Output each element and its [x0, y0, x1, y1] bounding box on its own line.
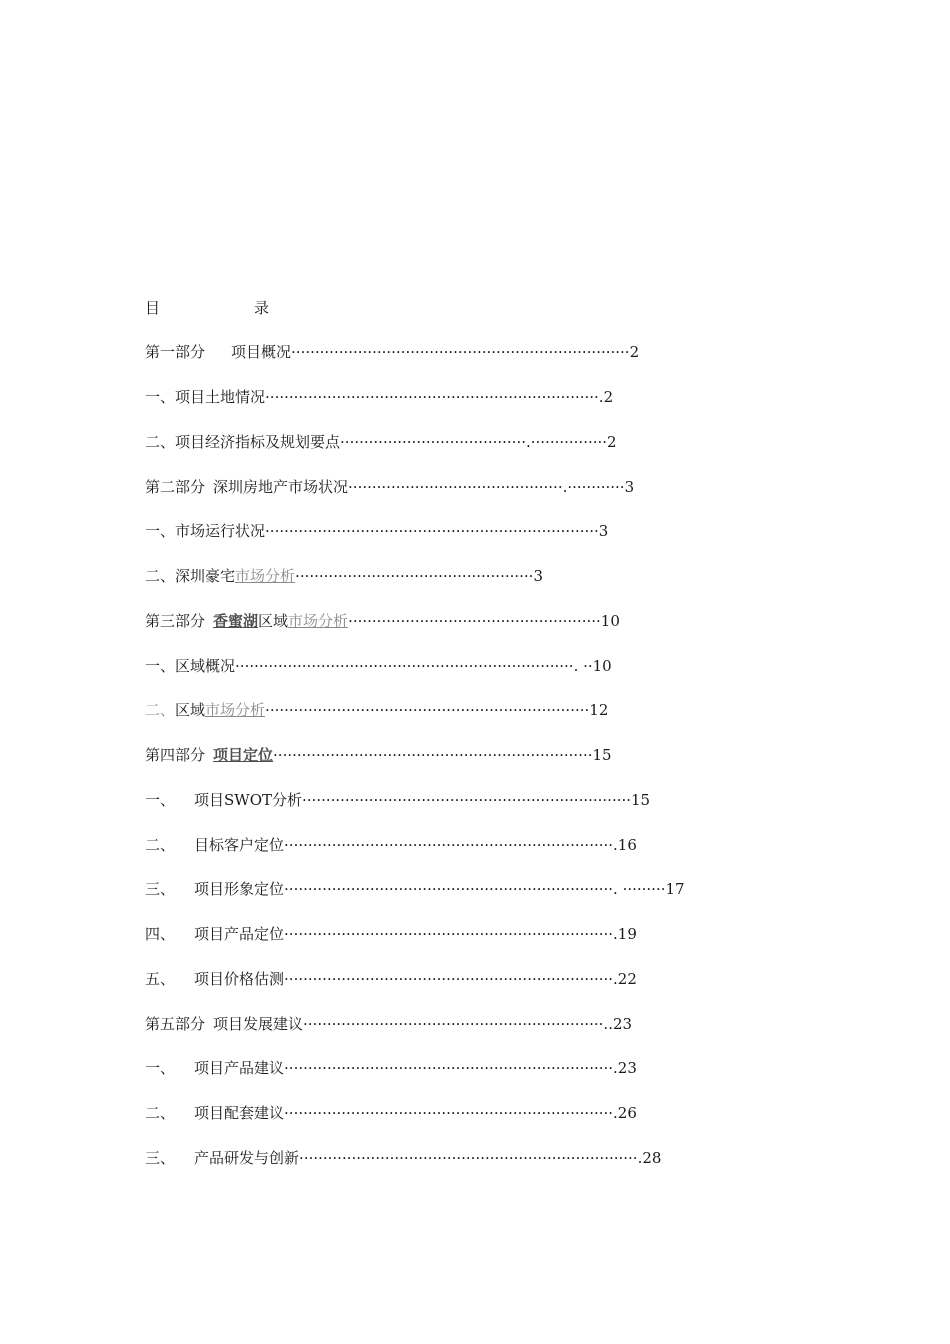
toc-entry-prefix: 五、 [145, 970, 176, 988]
toc-entry-prefix: 四、 [145, 925, 176, 943]
toc-entry-leader: ·····································································. [284, 836, 618, 854]
toc-entry[interactable] [145, 877, 685, 901]
toc-entry-leader: ·····································································. [284, 970, 618, 988]
toc-entry-link-bold[interactable]: 项目定位 [213, 746, 274, 764]
toc-entry-leader: ····································································· [302, 791, 632, 809]
toc-entry-prefix: 二、 [145, 701, 176, 719]
toc-entry-page: 15 [592, 746, 612, 764]
toc-entry-page: 2 [607, 433, 617, 451]
toc-entry[interactable] [145, 385, 613, 409]
toc-entry-leader: ·······································································. [299, 1149, 643, 1167]
toc-entry-title: 项目价格估测 [194, 970, 285, 988]
toc-entry[interactable] [145, 743, 612, 767]
toc-entry[interactable] [145, 967, 637, 991]
toc-entry-title: 项目产品定位 [194, 925, 285, 943]
toc-entry-page: 3 [598, 522, 609, 540]
toc-entry[interactable] [145, 564, 543, 588]
toc-entry[interactable] [145, 1056, 637, 1080]
toc-entry[interactable] [145, 340, 639, 364]
toc-entry-link[interactable]: 市场分析 [288, 612, 349, 630]
toc-entry-page: 23 [612, 1015, 633, 1033]
toc-entry[interactable] [145, 1012, 632, 1036]
toc-entry-link-bold[interactable]: 香蜜湖 [213, 612, 259, 630]
toc-entry-link[interactable]: 市场分析 [235, 567, 296, 585]
toc-entry[interactable] [145, 654, 612, 678]
toc-entry-prefix: 三、 [145, 1149, 176, 1167]
toc-entry[interactable] [145, 519, 608, 543]
toc-entry-page: 28 [642, 1149, 662, 1167]
toc-entry-prefix: 二、 [145, 567, 176, 585]
toc-entry-prefix: 二、 [145, 433, 176, 451]
toc-entry[interactable] [145, 430, 617, 454]
toc-entry-prefix: 一、 [145, 657, 176, 675]
toc-entry-leader: ······································································. [265, 388, 604, 406]
toc-entry-page: 3 [533, 567, 543, 585]
toc-entry-title: 项目发展建议 [213, 1015, 304, 1033]
toc-entry-leader: ······································································ [265, 522, 599, 540]
toc-entry-page: 2 [603, 388, 614, 406]
toc-entry-page: 15 [631, 791, 651, 809]
toc-entry-page: 16 [617, 836, 637, 854]
toc-entry-page: 17 [665, 880, 685, 898]
toc-entry-leader: ·····································································. [284, 1059, 618, 1077]
toc-entry-leader: ·····································································. ········· [284, 880, 666, 898]
toc-entry-title: 市场运行状况 [175, 522, 266, 540]
toc-entry[interactable] [145, 1146, 661, 1170]
toc-entry-page: 22 [617, 970, 637, 988]
toc-entry-page: 19 [617, 925, 637, 943]
toc-entry-prefix: 一、 [145, 522, 176, 540]
toc-entry-page: 12 [589, 701, 609, 719]
toc-entry-page: 10 [600, 612, 620, 630]
toc-entry[interactable] [145, 788, 650, 812]
toc-heading-left: 目 [145, 299, 161, 317]
toc-entry-title: 项目配套建议 [194, 1104, 285, 1122]
toc-entry-title: 产品研发与创新 [194, 1149, 300, 1167]
toc-entry-title: 项目土地情况 [175, 388, 266, 406]
toc-entry[interactable] [145, 475, 634, 499]
toc-entry-leader: ···································································· [265, 701, 590, 719]
toc-entry-leader: ··································································· [273, 746, 593, 764]
toc-entry-page: 3 [624, 478, 635, 496]
toc-entry-title: 深圳豪宅 [175, 567, 236, 585]
toc-entry[interactable] [145, 922, 637, 946]
toc-entry[interactable] [145, 1101, 637, 1125]
toc-entry-title: 区域概况 [175, 657, 236, 675]
toc-entry-leader: ······································································· [291, 343, 630, 361]
toc-entry-prefix: 第一部分 [145, 343, 206, 361]
toc-entry-leader: ····················································· [348, 612, 601, 630]
toc-entry-page: 26 [617, 1104, 637, 1122]
toc-entry-title: 项目SWOT分析 [194, 791, 303, 809]
toc-entry-title: 区域 [258, 612, 289, 630]
toc-entry-prefix: 第四部分 [145, 746, 206, 764]
toc-entry-title: 目标客户定位 [194, 836, 285, 854]
toc-entry-title: 项目产品建议 [194, 1059, 285, 1077]
toc-entry-page: 23 [617, 1059, 637, 1077]
toc-entry-leader: ·······································································. ·· [235, 657, 593, 675]
toc-entry-prefix: 三、 [145, 880, 176, 898]
toc-entry-title: 项目经济指标及规划要点 [175, 433, 341, 451]
toc-entry-title: 项目形象定位 [194, 880, 285, 898]
toc-entry-prefix: 二、 [145, 1104, 176, 1122]
toc-entry-title: 项目概况 [231, 343, 292, 361]
toc-entry-prefix: 第二部分 [145, 478, 206, 496]
toc-entry-leader: ·················································· [295, 567, 534, 585]
toc-entry[interactable] [145, 833, 637, 857]
toc-entry-title: 深圳房地产市场状况 [213, 478, 349, 496]
toc-entry-page: 2 [629, 343, 640, 361]
toc-heading-right: 录 [254, 299, 270, 317]
toc-entry-prefix: 一、 [145, 388, 176, 406]
toc-entry-prefix: 第五部分 [145, 1015, 206, 1033]
toc-entry-leader: ·············································.············ [348, 478, 625, 496]
toc-entry-leader: ·······································.················ [340, 433, 608, 451]
toc-entry-link[interactable]: 市场分析 [205, 701, 266, 719]
toc-entry-prefix: 二、 [145, 836, 176, 854]
toc-entry[interactable] [145, 698, 608, 722]
toc-entry-leader: ·····································································. [284, 925, 618, 943]
toc-entry-leader: ·····································································. [284, 1104, 618, 1122]
toc-entry-title: 区域 [175, 701, 206, 719]
toc-entry[interactable] [145, 609, 620, 633]
toc-entry-leader: ·······························································.. [303, 1015, 613, 1033]
toc-entry-prefix: 一、 [145, 1059, 176, 1077]
toc-entry-page: 10 [592, 657, 612, 675]
toc-entry-prefix: 一、 [145, 791, 176, 809]
toc-entry-prefix: 第三部分 [145, 612, 206, 630]
